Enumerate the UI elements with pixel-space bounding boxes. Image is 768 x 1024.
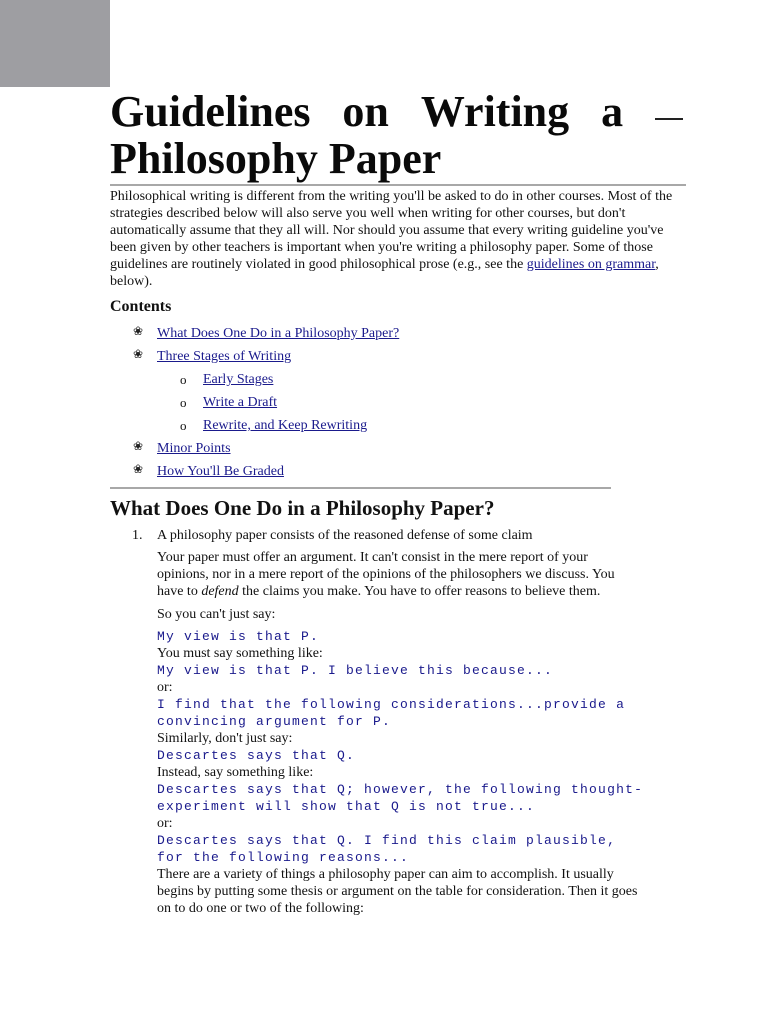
title-word: a — [601, 87, 624, 136]
body-paragraph: So you can't just say: — [157, 607, 276, 622]
title-divider — [110, 184, 686, 186]
flower-bullet-icon: ❀ — [133, 439, 144, 453]
code-example: Descartes says that Q. — [157, 748, 356, 763]
corner-block — [0, 0, 110, 87]
contents-heading: Contents — [110, 298, 172, 315]
code-example: I find that the following considerations...provide a convincing argument for P. — [157, 697, 626, 729]
code-example: My view is that P. I believe this because... — [157, 663, 554, 678]
circle-bullet-icon: o — [180, 418, 187, 433]
section-heading: What Does One Do in a Philosophy Paper? — [110, 496, 495, 520]
code-example: Descartes says that Q. I find this claim plausible, for the following reasons... — [157, 833, 617, 865]
toc-link-rewrite[interactable]: Rewrite, and Keep Rewriting — [203, 418, 368, 433]
body-text: or: — [157, 680, 173, 695]
flower-bullet-icon: ❀ — [133, 462, 144, 476]
circle-bullet-icon: o — [180, 395, 187, 410]
item-text: A philosophy paper consists of the reasoned defense of some claim — [157, 528, 533, 543]
table-of-contents — [110, 322, 686, 483]
toc-sublist — [157, 368, 686, 437]
toc-subitem — [157, 414, 686, 437]
toc-item — [110, 322, 686, 345]
emphasis: defend — [201, 584, 239, 599]
toc-link-what-does-one-do[interactable]: What Does One Do in a Philosophy Paper? — [157, 326, 400, 341]
para-text: the claims you make. You have to offer reasons to believe them. — [238, 584, 601, 599]
body-paragraph — [157, 549, 642, 600]
page-title — [110, 88, 686, 182]
intro-text-end: , below). — [110, 257, 659, 289]
body-paragraph: There are a variety of things a philosophy paper can aim to accomplish. It usually begins by putting some thesis or argument on the table for consideration. Then it goes on to do one or two of the following: — [157, 867, 638, 916]
section-divider — [110, 487, 611, 489]
item-body — [110, 549, 642, 917]
toc-link-minor-points[interactable]: Minor Points — [157, 441, 231, 456]
toc-subitem — [157, 368, 686, 391]
document-page — [110, 88, 686, 917]
flower-bullet-icon: ❀ — [133, 347, 144, 361]
intro-paragraph — [110, 188, 686, 290]
code-example: Descartes says that Q; however, the following thought- experiment will show that Q is not true... — [157, 782, 644, 814]
toc-link-how-graded[interactable]: How You'll Be Graded — [157, 464, 284, 479]
title-word: Writing — [420, 87, 570, 136]
title-line-1 — [110, 88, 683, 135]
toc-item — [110, 345, 686, 437]
toc-subitem — [157, 391, 686, 414]
title-underline — [655, 88, 683, 120]
title-word: Guidelines — [110, 87, 311, 136]
toc-link-write-draft[interactable]: Write a Draft — [203, 395, 278, 410]
title-line-2: Philosophy Paper — [110, 134, 442, 183]
body-text: or: — [157, 816, 173, 831]
grammar-guidelines-link[interactable]: guidelines on grammar — [526, 257, 656, 272]
body-text: You must say something like: — [157, 646, 323, 661]
intro-text: Philosophical writing is different from the writing you'll be asked to do in other courses. Most of the strategies described below will also serve you well when writing for other courses, but don't automatically assume that they all will. Nor should you assume that every writing guideline you've been given by other teachers is important when you're writing a philosophy paper. Some of those guidelines are routinely violated in good philosophical prose (e.g., see the — [110, 189, 673, 272]
numbered-item — [110, 527, 686, 544]
flower-bullet-icon: ❀ — [133, 324, 144, 338]
code-example: My view is that P. — [157, 629, 320, 644]
title-word: on — [342, 87, 389, 136]
body-text: Instead, say something like: — [157, 765, 314, 780]
toc-item — [110, 460, 686, 483]
item-number: 1. — [132, 528, 143, 543]
body-text: Similarly, don't just say: — [157, 731, 293, 746]
toc-link-early-stages[interactable]: Early Stages — [203, 372, 274, 387]
toc-item — [110, 437, 686, 460]
para-text: Your paper must offer an argument. It can't consist in the mere report of your opinions, nor in a mere report of the opinions of the philosophers we discuss. You have to — [157, 550, 615, 599]
toc-link-three-stages[interactable]: Three Stages of Writing — [157, 349, 292, 364]
circle-bullet-icon: o — [180, 372, 187, 387]
